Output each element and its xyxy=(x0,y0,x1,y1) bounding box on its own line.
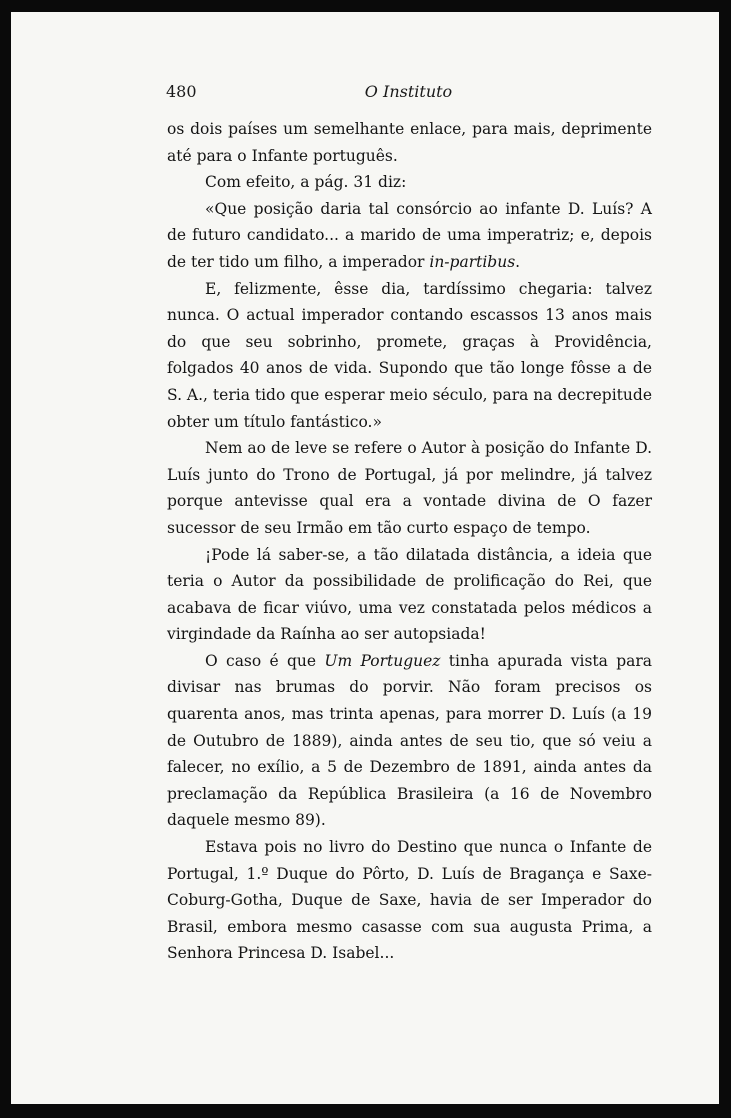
paragraph-5: Nem ao de leve se refere o Autor à posição do Infante D. Luís junto do Trono de Portugal, já por melindre, já talvez porque antevisse qual era a vontade divina de O fazer sucessor de seu Irmão em tão curto espaço de tempo. xyxy=(167,439,652,537)
page-number: 480 xyxy=(166,82,197,101)
paragraph-3-emphasis: in-partibus xyxy=(429,252,516,271)
paragraph-1: os dois países um semelhante enlace, para mais, deprimente até para o Infante português. xyxy=(167,120,652,165)
book-page xyxy=(11,12,719,1104)
paragraph-7-emphasis: Um Portuguez xyxy=(324,651,441,670)
body-text xyxy=(167,116,652,967)
paragraph-7-end: tinha apurada vista para divisar nas brumas do porvir. Não foram precisos os quarenta anos, mas trinta apenas, para morrer D. Luís (a 19 de Outubro de 1889), ainda antes de seu tio, que só veiu a falecer, no exílio, a 5 de Dezembro de 1891, ainda antes da preclamação da República Brasileira (a 16 de Novembro daquele mesmo 89). xyxy=(167,651,653,830)
paragraph-7-text: O caso é que xyxy=(205,651,325,670)
paragraph-3 xyxy=(167,196,652,276)
paragraph-7 xyxy=(167,648,652,834)
paragraph-8: Estava pois no livro do Destino que nunca o Infante de Portugal, 1.º Duque do Pôrto, D. Luís de Bragança e Saxe-Coburg-Gotha, Duque de Saxe, havia de ser Imperador do Brasil, embora mesmo casasse com sua augusta Prima, a Senhora Princesa D. Isabel... xyxy=(167,838,652,963)
paragraph-6: ¡Pode lá saber-se, a tão dilatada distância, a ideia que teria o Autor da possibilidade de prolificação do Rei, que acabava de ficar viúvo, uma vez constatada pelos médicos a virgindade da Raínha ao ser autopsiada! xyxy=(167,545,652,644)
running-title: O Instituto xyxy=(364,82,453,101)
paragraph-4: E, felizmente, êsse dia, tardíssimo chegaria: talvez nunca. O actual imperador contando escassos 13 anos mais do que seu sobrinho, promete, graças à Providência, folgados 40 anos de vida. Supondo que tão longe fôsse a de S. A., teria tido que esperar meio século, para na decrepitude obter um título fantástico.» xyxy=(167,279,652,431)
paragraph-3-text: «Que posição daria tal consórcio ao infante D. Luís? A de futuro candidato... a marido de uma imperatriz; e, depois de ter tido um filho, a imperador xyxy=(167,199,652,271)
page-header xyxy=(166,82,651,106)
paragraph-3-end: . xyxy=(515,252,521,271)
paragraph-2: Com efeito, a pág. 31 diz: xyxy=(205,173,407,192)
